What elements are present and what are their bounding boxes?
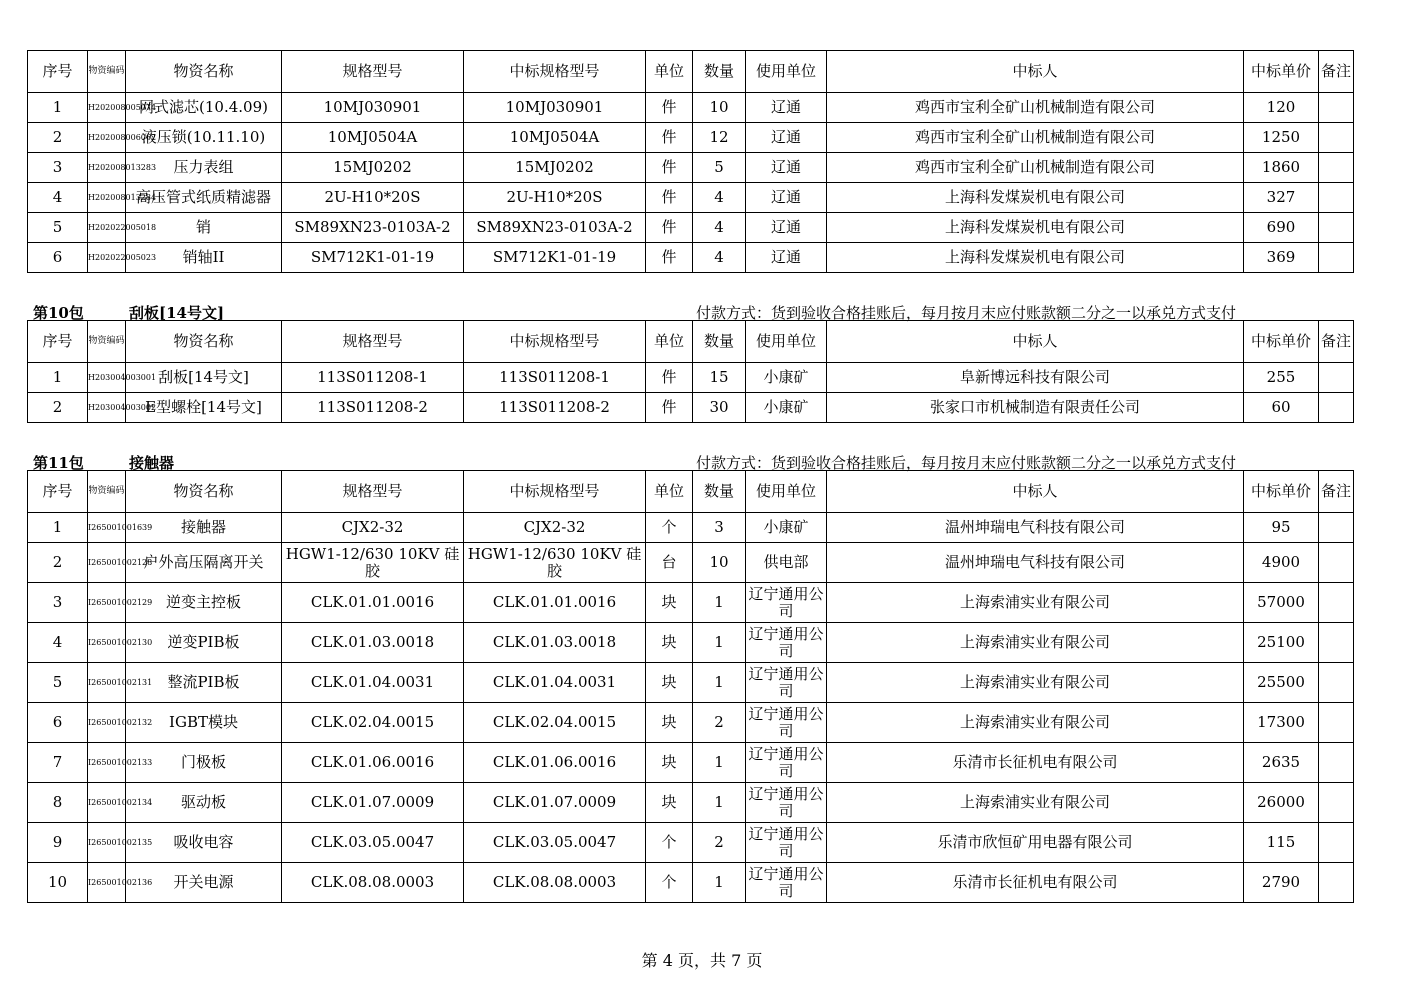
- cell-name: IGBT模块: [126, 703, 282, 743]
- cell-name: 销轴II: [126, 243, 282, 273]
- cell-code: H203004003002: [88, 393, 126, 423]
- cell-code: I265001001639: [88, 513, 126, 543]
- table-package-10: [27, 320, 1354, 423]
- header-row: [28, 51, 1354, 93]
- cell-qty: 4: [693, 183, 746, 213]
- cell-code: H202008006062: [88, 123, 126, 153]
- cell-unit: 件: [646, 363, 693, 393]
- cell-note: [1319, 123, 1354, 153]
- cell-seq: 5: [28, 663, 88, 703]
- header-price: 中标单价: [1244, 51, 1319, 93]
- cell-price: 25500: [1244, 663, 1319, 703]
- cell-name: 压力表组: [126, 153, 282, 183]
- cell-unit: 个: [646, 823, 693, 863]
- cell-unit: 块: [646, 783, 693, 823]
- cell-code: I265001002134: [88, 783, 126, 823]
- header-row: [28, 471, 1354, 513]
- cell-winner: 张家口市机械制造有限责任公司: [827, 393, 1244, 423]
- cell-user: 辽宁通用公司: [746, 583, 827, 623]
- cell-note: [1319, 183, 1354, 213]
- cell-winner: 鸡西市宝利全矿山机械制造有限公司: [827, 123, 1244, 153]
- cell-spec: SM89XN23-0103A-2: [282, 213, 464, 243]
- cell-bid-spec: CLK.01.07.0009: [464, 783, 646, 823]
- header-note: 备注: [1319, 471, 1354, 513]
- cell-bid-spec: 2U-H10*20S: [464, 183, 646, 213]
- cell-note: [1319, 153, 1354, 183]
- cell-winner: 阜新博远科技有限公司: [827, 363, 1244, 393]
- header-seq: 序号: [28, 471, 88, 513]
- cell-winner: 温州坤瑞电气科技有限公司: [827, 543, 1244, 583]
- cell-spec: CLK.03.05.0047: [282, 823, 464, 863]
- table-row: [28, 823, 1354, 863]
- cell-price: 2635: [1244, 743, 1319, 783]
- cell-qty: 1: [693, 863, 746, 903]
- cell-qty: 10: [693, 543, 746, 583]
- header-note: 备注: [1319, 321, 1354, 363]
- header-user: 使用单位: [746, 321, 827, 363]
- table-row: [28, 703, 1354, 743]
- table-row: [28, 93, 1354, 123]
- cell-spec: 2U-H10*20S: [282, 183, 464, 213]
- cell-note: [1319, 363, 1354, 393]
- table-row: [28, 393, 1354, 423]
- cell-winner: 上海科发煤炭机电有限公司: [827, 183, 1244, 213]
- cell-price: 327: [1244, 183, 1319, 213]
- cell-note: [1319, 863, 1354, 903]
- cell-seq: 4: [28, 183, 88, 213]
- cell-seq: 1: [28, 93, 88, 123]
- cell-seq: 9: [28, 823, 88, 863]
- table-row: [28, 663, 1354, 703]
- cell-winner: 上海索浦实业有限公司: [827, 703, 1244, 743]
- cell-unit: 件: [646, 93, 693, 123]
- cell-price: 2790: [1244, 863, 1319, 903]
- cell-spec: CJX2-32: [282, 513, 464, 543]
- cell-qty: 15: [693, 363, 746, 393]
- cell-note: [1319, 703, 1354, 743]
- cell-unit: 个: [646, 863, 693, 903]
- cell-user: 辽宁通用公司: [746, 663, 827, 703]
- cell-seq: 2: [28, 393, 88, 423]
- header-name: 物资名称: [126, 471, 282, 513]
- header-name: 物资名称: [126, 321, 282, 363]
- cell-seq: 4: [28, 623, 88, 663]
- cell-price: 17300: [1244, 703, 1319, 743]
- cell-qty: 4: [693, 213, 746, 243]
- cell-qty: 2: [693, 823, 746, 863]
- cell-name: 户外高压隔离开关: [126, 543, 282, 583]
- cell-seq: 5: [28, 213, 88, 243]
- cell-code: I265001002132: [88, 703, 126, 743]
- header-code: 物资编码: [88, 321, 126, 363]
- cell-name: 逆变PIB板: [126, 623, 282, 663]
- cell-name: 接触器: [126, 513, 282, 543]
- cell-winner: 鸡西市宝利全矿山机械制造有限公司: [827, 93, 1244, 123]
- header-spec: 规格型号: [282, 321, 464, 363]
- cell-code: I265001002136: [88, 863, 126, 903]
- cell-note: [1319, 243, 1354, 273]
- table-row: [28, 623, 1354, 663]
- cell-qty: 12: [693, 123, 746, 153]
- header-bid-spec: 中标规格型号: [464, 471, 646, 513]
- cell-bid-spec: CLK.01.03.0018: [464, 623, 646, 663]
- cell-unit: 台: [646, 543, 693, 583]
- header-winner: 中标人: [827, 471, 1244, 513]
- cell-price: 95: [1244, 513, 1319, 543]
- cell-spec: SM712K1-01-19: [282, 243, 464, 273]
- cell-name: 门极板: [126, 743, 282, 783]
- cell-name: 销: [126, 213, 282, 243]
- cell-spec: CLK.01.03.0018: [282, 623, 464, 663]
- header-qty: 数量: [693, 471, 746, 513]
- cell-price: 60: [1244, 393, 1319, 423]
- cell-qty: 1: [693, 583, 746, 623]
- cell-bid-spec: 113S011208-1: [464, 363, 646, 393]
- cell-name: 高压管式纸质精滤器: [126, 183, 282, 213]
- header-qty: 数量: [693, 321, 746, 363]
- cell-user: 辽通: [746, 153, 827, 183]
- cell-winner: 鸡西市宝利全矿山机械制造有限公司: [827, 153, 1244, 183]
- cell-bid-spec: 10MJ030901: [464, 93, 646, 123]
- cell-winner: 上海索浦实业有限公司: [827, 783, 1244, 823]
- cell-spec: CLK.01.06.0016: [282, 743, 464, 783]
- cell-name: 开关电源: [126, 863, 282, 903]
- cell-bid-spec: 113S011208-2: [464, 393, 646, 423]
- cell-code: I265001002133: [88, 743, 126, 783]
- cell-unit: 块: [646, 583, 693, 623]
- cell-spec: CLK.01.01.0016: [282, 583, 464, 623]
- package-name: 接触器: [129, 454, 175, 472]
- header-code: 物资编码: [88, 51, 126, 93]
- table-row: [28, 513, 1354, 543]
- cell-seq: 10: [28, 863, 88, 903]
- cell-bid-spec: CLK.02.04.0015: [464, 703, 646, 743]
- cell-unit: 件: [646, 213, 693, 243]
- cell-spec: CLK.01.04.0031: [282, 663, 464, 703]
- cell-code: I265001002135: [88, 823, 126, 863]
- cell-user: 辽宁通用公司: [746, 743, 827, 783]
- cell-code: I265001002129: [88, 583, 126, 623]
- cell-spec: HGW1-12/630 10KV 硅胶: [282, 543, 464, 583]
- cell-price: 25100: [1244, 623, 1319, 663]
- cell-code: H202022005023: [88, 243, 126, 273]
- cell-unit: 块: [646, 623, 693, 663]
- cell-code: H202008013284: [88, 183, 126, 213]
- cell-winner: 乐清市长征机电有限公司: [827, 743, 1244, 783]
- table-row: [28, 543, 1354, 583]
- header-unit: 单位: [646, 321, 693, 363]
- cell-price: 1860: [1244, 153, 1319, 183]
- cell-user: 辽宁通用公司: [746, 823, 827, 863]
- cell-bid-spec: CLK.01.04.0031: [464, 663, 646, 703]
- cell-name: 驱动板: [126, 783, 282, 823]
- header-row: [28, 321, 1354, 363]
- cell-qty: 2: [693, 703, 746, 743]
- cell-user: 供电部: [746, 543, 827, 583]
- table-row: [28, 153, 1354, 183]
- cell-note: [1319, 93, 1354, 123]
- cell-spec: CLK.02.04.0015: [282, 703, 464, 743]
- cell-bid-spec: CLK.08.08.0003: [464, 863, 646, 903]
- package-name: 刮板[14号文]: [129, 304, 225, 322]
- cell-user: 辽通: [746, 93, 827, 123]
- cell-note: [1319, 783, 1354, 823]
- cell-spec: 113S011208-1: [282, 363, 464, 393]
- cell-name: 逆变主控板: [126, 583, 282, 623]
- header-seq: 序号: [28, 321, 88, 363]
- table-row: [28, 183, 1354, 213]
- package-number: 第11包: [33, 454, 84, 472]
- cell-user: 辽通: [746, 213, 827, 243]
- cell-spec: 15MJ0202: [282, 153, 464, 183]
- cell-winner: 温州坤瑞电气科技有限公司: [827, 513, 1244, 543]
- cell-qty: 3: [693, 513, 746, 543]
- cell-winner: 上海索浦实业有限公司: [827, 583, 1244, 623]
- table-row: [28, 783, 1354, 823]
- table-package-9: [27, 50, 1354, 273]
- cell-note: [1319, 623, 1354, 663]
- table-row: [28, 583, 1354, 623]
- cell-price: 255: [1244, 363, 1319, 393]
- cell-unit: 块: [646, 663, 693, 703]
- header-note: 备注: [1319, 51, 1354, 93]
- cell-name: 整流PIB板: [126, 663, 282, 703]
- table-row: [28, 363, 1354, 393]
- header-seq: 序号: [28, 51, 88, 93]
- cell-price: 120: [1244, 93, 1319, 123]
- cell-seq: 6: [28, 703, 88, 743]
- cell-note: [1319, 213, 1354, 243]
- cell-user: 小康矿: [746, 513, 827, 543]
- cell-user: 辽宁通用公司: [746, 703, 827, 743]
- cell-winner: 乐清市长征机电有限公司: [827, 863, 1244, 903]
- cell-bid-spec: CLK.01.06.0016: [464, 743, 646, 783]
- cell-seq: 3: [28, 153, 88, 183]
- cell-note: [1319, 743, 1354, 783]
- cell-price: 26000: [1244, 783, 1319, 823]
- page-footer: 第 4 页，共 7 页: [641, 951, 763, 970]
- cell-name: 吸收电容: [126, 823, 282, 863]
- header-bid-spec: 中标规格型号: [464, 51, 646, 93]
- cell-seq: 2: [28, 123, 88, 153]
- header-price: 中标单价: [1244, 471, 1319, 513]
- cell-winner: 上海科发煤炭机电有限公司: [827, 243, 1244, 273]
- cell-code: H203004003001: [88, 363, 126, 393]
- cell-bid-spec: SM712K1-01-19: [464, 243, 646, 273]
- cell-qty: 4: [693, 243, 746, 273]
- cell-bid-spec: CLK.01.01.0016: [464, 583, 646, 623]
- cell-qty: 10: [693, 93, 746, 123]
- header-unit: 单位: [646, 471, 693, 513]
- header-bid-spec: 中标规格型号: [464, 321, 646, 363]
- cell-qty: 1: [693, 663, 746, 703]
- cell-unit: 件: [646, 153, 693, 183]
- header-winner: 中标人: [827, 321, 1244, 363]
- cell-user: 辽宁通用公司: [746, 783, 827, 823]
- cell-name: E型螺栓[14号文]: [126, 393, 282, 423]
- header-name: 物资名称: [126, 51, 282, 93]
- cell-spec: CLK.01.07.0009: [282, 783, 464, 823]
- cell-spec: CLK.08.08.0003: [282, 863, 464, 903]
- cell-qty: 1: [693, 783, 746, 823]
- cell-code: I265001002130: [88, 623, 126, 663]
- cell-price: 369: [1244, 243, 1319, 273]
- cell-seq: 1: [28, 513, 88, 543]
- table-row: [28, 123, 1354, 153]
- header-user: 使用单位: [746, 471, 827, 513]
- cell-code: H202008013283: [88, 153, 126, 183]
- header-spec: 规格型号: [282, 471, 464, 513]
- cell-unit: 块: [646, 743, 693, 783]
- payment-terms: 付款方式：货到验收合格挂账后，每月按月末应付账款额二分之一以承兑方式支付: [696, 304, 1237, 322]
- cell-unit: 件: [646, 183, 693, 213]
- header-price: 中标单价: [1244, 321, 1319, 363]
- cell-winner: 上海科发煤炭机电有限公司: [827, 213, 1244, 243]
- header-user: 使用单位: [746, 51, 827, 93]
- table-row: [28, 743, 1354, 783]
- header-winner: 中标人: [827, 51, 1244, 93]
- cell-bid-spec: CLK.03.05.0047: [464, 823, 646, 863]
- cell-note: [1319, 513, 1354, 543]
- cell-bid-spec: CJX2-32: [464, 513, 646, 543]
- cell-unit: 件: [646, 243, 693, 273]
- cell-user: 辽宁通用公司: [746, 623, 827, 663]
- cell-winner: 上海索浦实业有限公司: [827, 663, 1244, 703]
- cell-user: 辽通: [746, 183, 827, 213]
- cell-price: 57000: [1244, 583, 1319, 623]
- cell-seq: 8: [28, 783, 88, 823]
- cell-unit: 个: [646, 513, 693, 543]
- cell-user: 辽通: [746, 123, 827, 153]
- cell-winner: 乐清市欣恒矿用电器有限公司: [827, 823, 1244, 863]
- cell-spec: 113S011208-2: [282, 393, 464, 423]
- cell-qty: 30: [693, 393, 746, 423]
- cell-bid-spec: 15MJ0202: [464, 153, 646, 183]
- table-row: [28, 863, 1354, 903]
- cell-bid-spec: SM89XN23-0103A-2: [464, 213, 646, 243]
- cell-code: H202008005074: [88, 93, 126, 123]
- cell-unit: 块: [646, 703, 693, 743]
- table-row: [28, 213, 1354, 243]
- cell-price: 690: [1244, 213, 1319, 243]
- cell-bid-spec: 10MJ0504A: [464, 123, 646, 153]
- cell-unit: 件: [646, 123, 693, 153]
- cell-price: 4900: [1244, 543, 1319, 583]
- payment-terms: 付款方式：货到验收合格挂账后，每月按月末应付账款额二分之一以承兑方式支付: [696, 454, 1237, 472]
- cell-price: 115: [1244, 823, 1319, 863]
- cell-spec: 10MJ030901: [282, 93, 464, 123]
- cell-code: I265001002128: [88, 543, 126, 583]
- cell-bid-spec: HGW1-12/630 10KV 硅胶: [464, 543, 646, 583]
- cell-user: 辽宁通用公司: [746, 863, 827, 903]
- cell-note: [1319, 583, 1354, 623]
- cell-user: 辽通: [746, 243, 827, 273]
- cell-code: H202022005018: [88, 213, 126, 243]
- table-package-11: [27, 470, 1354, 903]
- cell-spec: 10MJ0504A: [282, 123, 464, 153]
- cell-note: [1319, 543, 1354, 583]
- cell-unit: 件: [646, 393, 693, 423]
- cell-seq: 3: [28, 583, 88, 623]
- cell-seq: 6: [28, 243, 88, 273]
- cell-note: [1319, 823, 1354, 863]
- cell-qty: 1: [693, 743, 746, 783]
- cell-name: 网式滤芯(10.4.09): [126, 93, 282, 123]
- cell-seq: 1: [28, 363, 88, 393]
- header-code: 物资编码: [88, 471, 126, 513]
- cell-note: [1319, 393, 1354, 423]
- cell-qty: 1: [693, 623, 746, 663]
- cell-code: I265001002131: [88, 663, 126, 703]
- header-spec: 规格型号: [282, 51, 464, 93]
- header-qty: 数量: [693, 51, 746, 93]
- cell-qty: 5: [693, 153, 746, 183]
- cell-seq: 2: [28, 543, 88, 583]
- cell-user: 小康矿: [746, 363, 827, 393]
- cell-name: 液压锁(10.11.10): [126, 123, 282, 153]
- package-number: 第10包: [33, 304, 84, 322]
- table-row: [28, 243, 1354, 273]
- header-unit: 单位: [646, 51, 693, 93]
- cell-price: 1250: [1244, 123, 1319, 153]
- cell-seq: 7: [28, 743, 88, 783]
- cell-winner: 上海索浦实业有限公司: [827, 623, 1244, 663]
- cell-user: 小康矿: [746, 393, 827, 423]
- cell-note: [1319, 663, 1354, 703]
- cell-name: 刮板[14号文]: [126, 363, 282, 393]
